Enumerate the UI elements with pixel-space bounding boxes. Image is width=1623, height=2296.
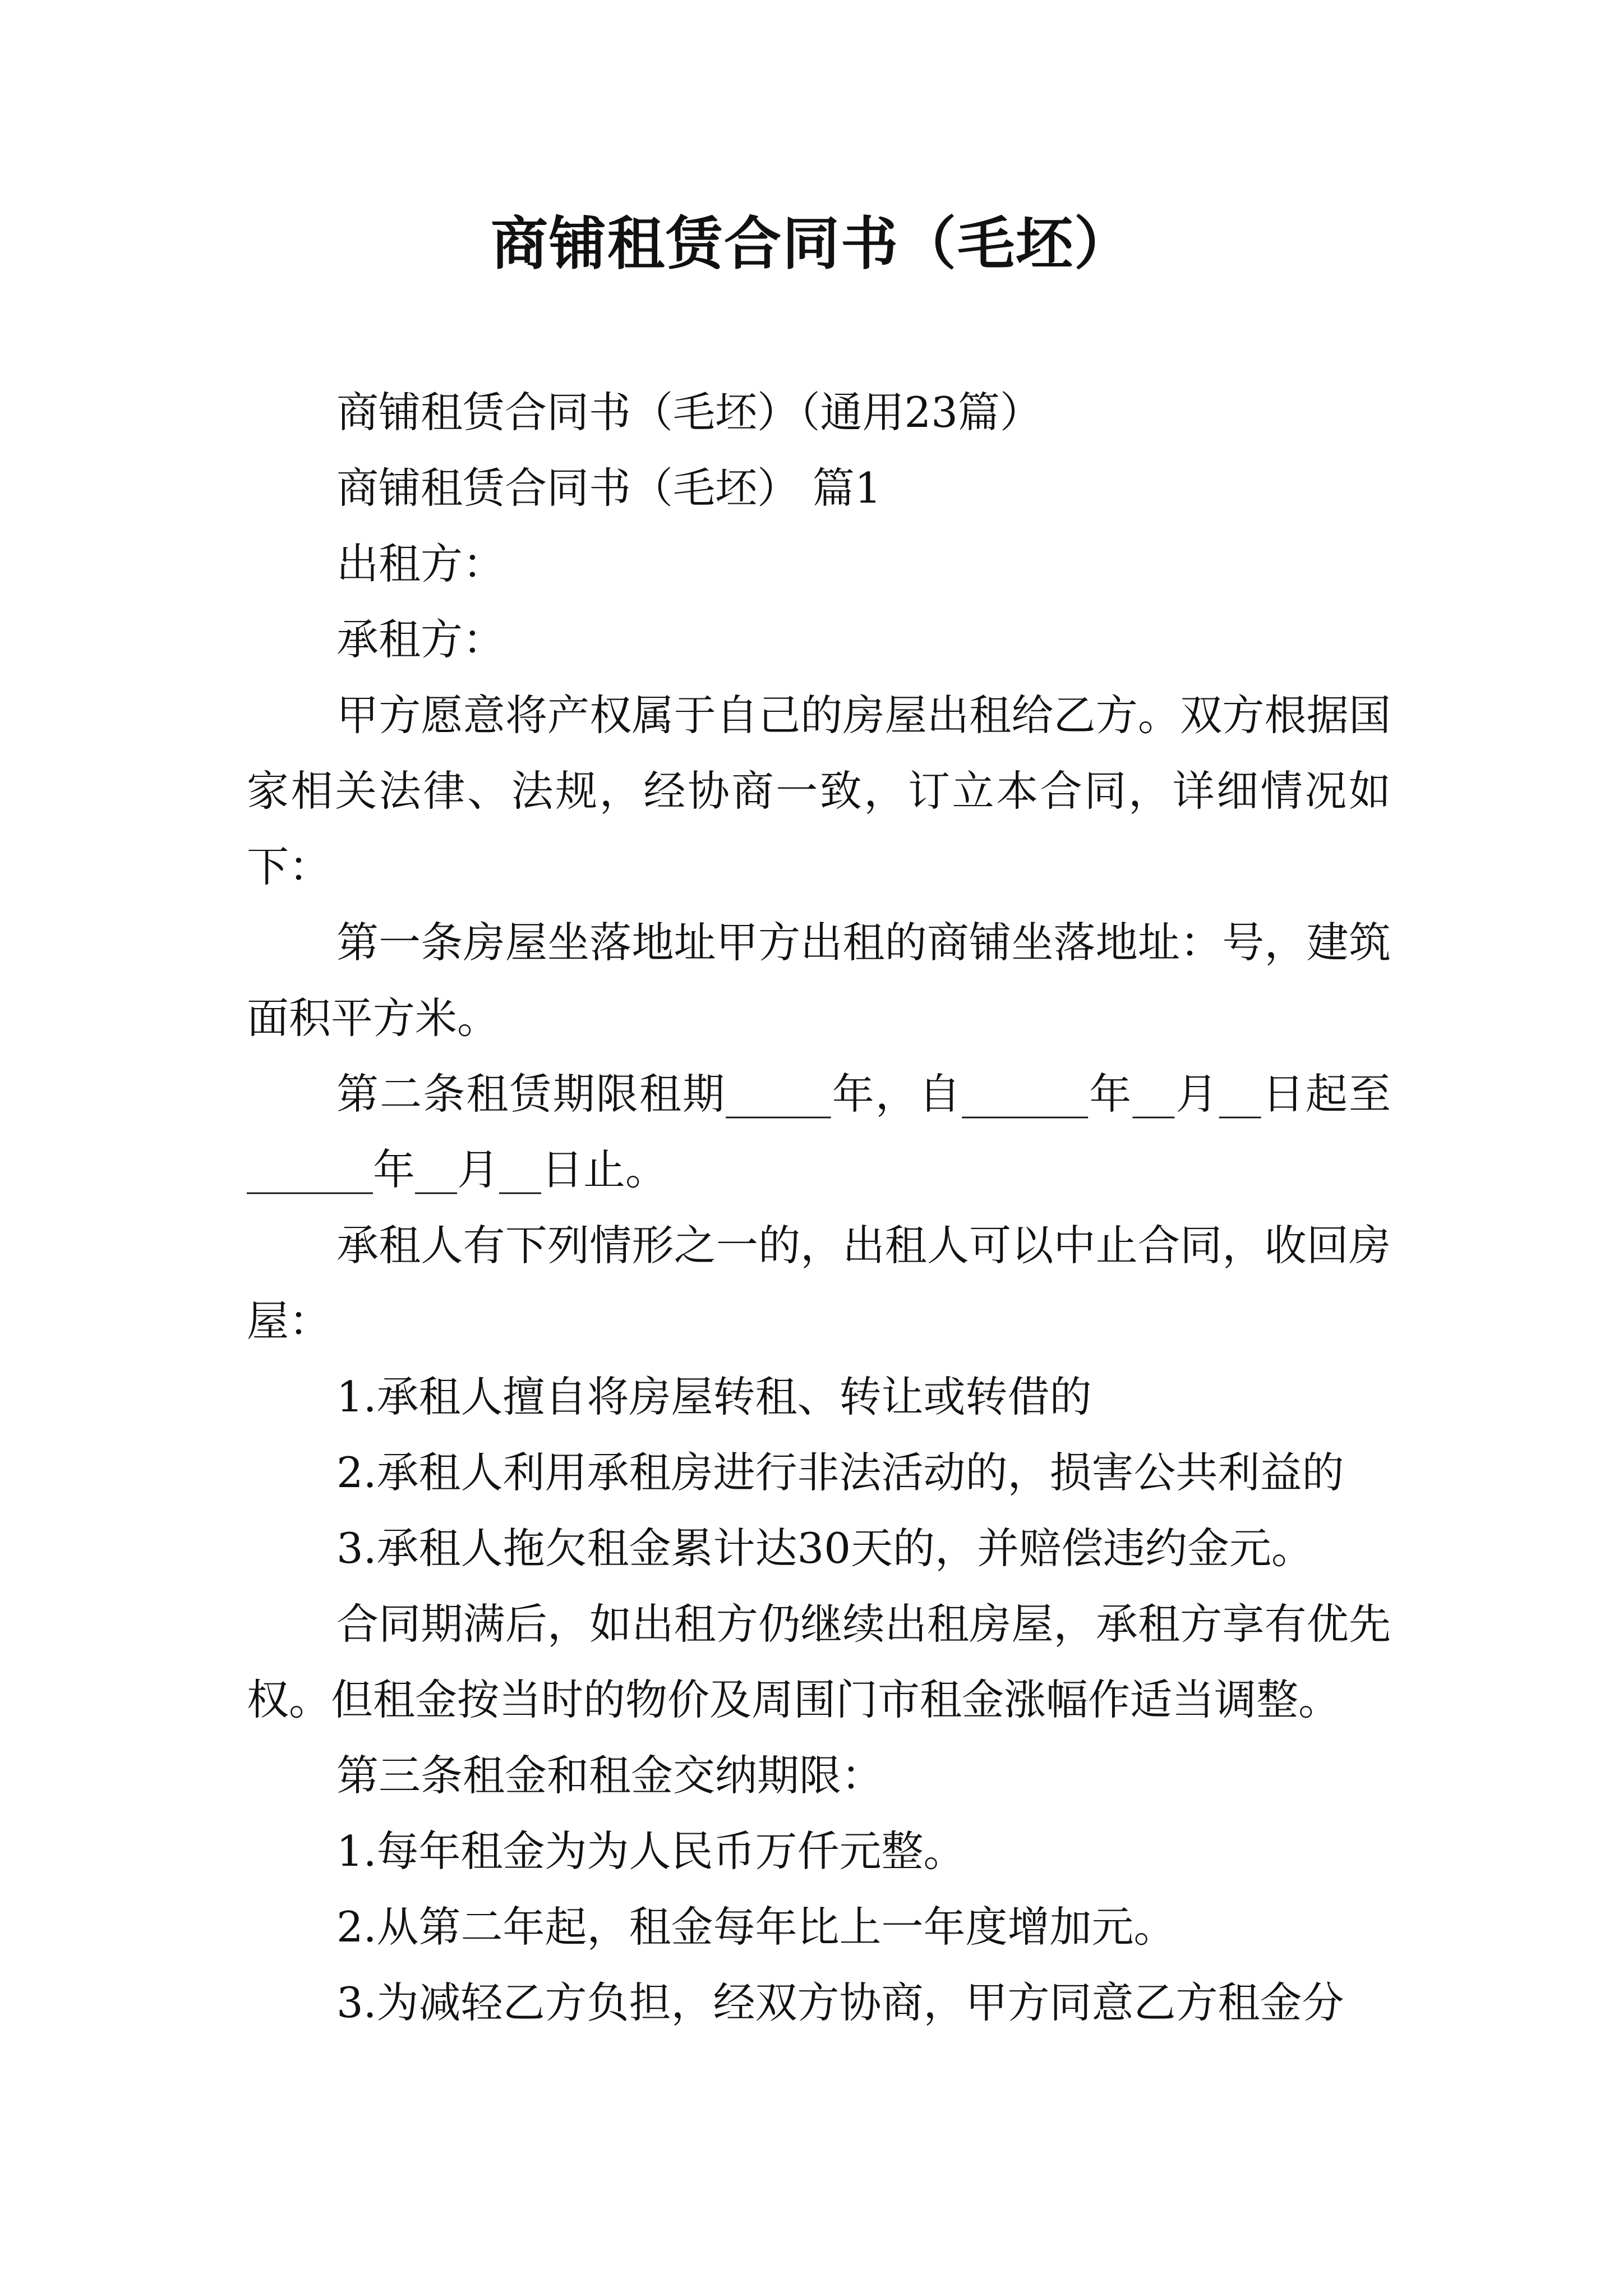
document-title: 商铺租赁合同书（毛坯）	[491, 210, 1132, 278]
paragraph-renewal: 合同期满后，如出租方仍继续出租房屋，承租方享有优先权。但租金按当时的物价及周围门市租金涨幅作适当调整。	[247, 1599, 1391, 1724]
paragraph-item-1: 1.承租人擅自将房屋转租、转让或转借的	[336, 1372, 1092, 1421]
paragraph-rent-2: 2.从第二年起，租金每年比上一年度增加元。	[336, 1902, 1176, 1952]
paragraph-intro: 甲方愿意将产权属于自己的房屋出租给乙方。双方根据国家相关法律、法规，经协商一致，订立本合同，详细情况如下：	[247, 691, 1391, 891]
paragraph-termination: 承租人有下列情形之一的，出租人可以中止合同，收回房屋：	[247, 1221, 1391, 1346]
paragraph-subtitle: 商铺租赁合同书（毛坯）（通用23篇）	[336, 388, 1042, 437]
document-body	[247, 375, 1391, 2041]
paragraph-item-3: 3.承租人拖欠租金累计达30天的，并赔偿违约金元。	[336, 1524, 1313, 1573]
paragraph-rent-1: 1.每年租金为为人民币万仟元整。	[336, 1826, 966, 1876]
paragraph-chapter-heading: 商铺租赁合同书（毛坯） 篇1	[336, 463, 882, 513]
paragraph-lessor: 出租方：	[336, 539, 505, 588]
paragraph-article-3: 第三条租金和租金交纳期限：	[336, 1751, 884, 1800]
paragraph-item-2: 2.承租人利用承租房进行非法活动的，损害公共利益的	[336, 1448, 1344, 1497]
paragraph-rent-3: 3.为减轻乙方负担，经双方协商，甲方同意乙方租金分	[336, 1978, 1344, 2027]
paragraph-article-1: 第一条房屋坐落地址甲方出租的商铺坐落地址：号，建筑面积平方米。	[247, 918, 1391, 1043]
paragraph-lessee: 承租方：	[336, 615, 505, 664]
paragraph-article-2: 第二条租赁期限租期_____年，自______年__月__日起至______年__月__日止。	[247, 1069, 1391, 1194]
